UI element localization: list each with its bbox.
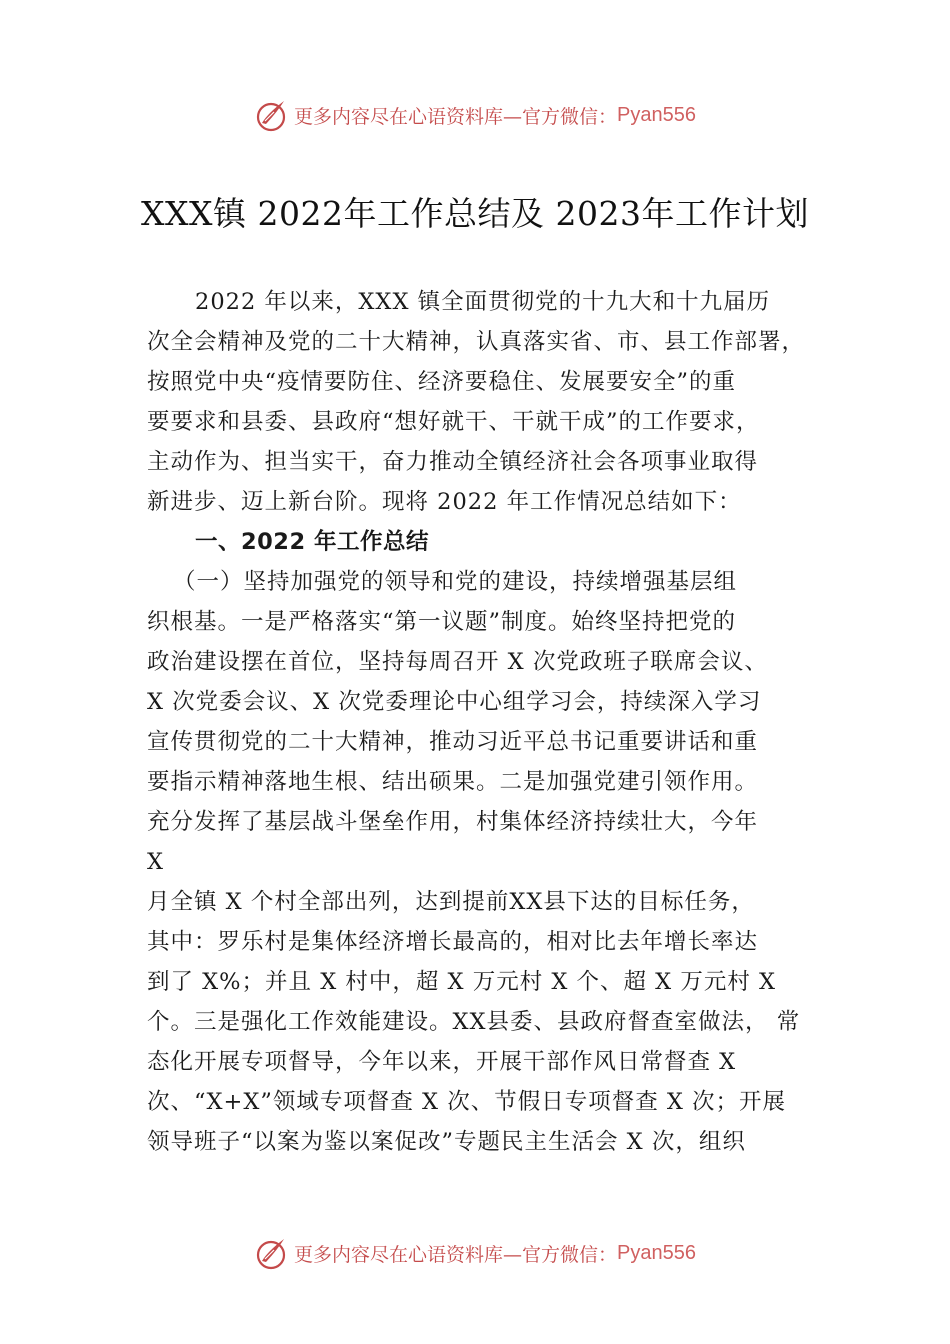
section-heading: 一、2022 年工作总结 — [195, 529, 429, 555]
paragraph-line: 充分发挥了基层战斗堡垒作用，村集体经济持续壮大，今年 — [147, 809, 759, 835]
watermark-wechat-id: Pyan556 — [617, 103, 696, 126]
paragraph-line: 其中：罗乐村是集体经济增长最高的，相对比去年增长率达 — [147, 929, 759, 955]
watermark-text: 更多内容尽在心语资料库—官方微信： — [294, 1243, 618, 1266]
watermark-wechat-id: Pyan556 — [617, 1241, 696, 1264]
paragraph-line: 织根基。一是严格落实“第一议题”制度。始终坚持把党的 — [147, 609, 737, 635]
document-title: XXX镇 2022年工作总结及 2023年工作计划 — [141, 194, 809, 233]
paragraph-line: 宣传贯彻党的二十大精神，推动习近平总书记重要讲话和重 — [147, 729, 759, 755]
paragraph-line: 2022 年以来，XXX 镇全面贯彻党的十九大和十九届历 — [195, 289, 771, 315]
footer-watermark — [0, 1233, 950, 1273]
paragraph-line: 新进步、迈上新台阶。现将 2022 年工作情况总结如下： — [147, 489, 742, 515]
paragraph-line: 次、“X+X”领域专项督查 X 次、节假日专项督查 X 次；开展 — [147, 1089, 787, 1115]
paragraph-line: 月全镇 X 个村全部出列，达到提前XX县下达的目标任务， — [147, 889, 755, 915]
paragraph-line: 到了 X%；并且 X 村中，超 X 万元村 X 个、超 X 万元村 X — [147, 969, 777, 995]
paragraph-line: 领导班子“以案为鉴以案促改”专题民主生活会 X 次，组织 — [147, 1129, 746, 1155]
header-watermark — [0, 95, 950, 135]
paragraph-line: 个。三是强化工作效能建设。XX县委、县政府督查室做法， 常 — [147, 1009, 801, 1035]
watermark-text: 更多内容尽在心语资料库—官方微信： — [294, 105, 618, 128]
paragraph-line: （一）坚持加强党的领导和党的建设，持续增强基层组 — [173, 569, 738, 595]
paragraph-line: X 次党委会议、X 次党委理论中心组学习会，持续深入学习 — [147, 689, 762, 715]
paragraph-line: 态化开展专项督导，今年以来，开展干部作风日常督查 X — [147, 1049, 737, 1075]
paragraph-line: 政治建设摆在首位，坚持每周召开 X 次党政班子联席会议、 — [147, 649, 768, 675]
document-body — [147, 282, 837, 1162]
paragraph-line: 主动作为、担当实干，奋力推动全镇经济社会各项事业取得 — [147, 449, 759, 475]
quill-logo-icon — [254, 1235, 290, 1271]
paragraph-line: 次全会精神及党的二十大精神，认真落实省、市、县工作部署， — [147, 329, 806, 355]
quill-logo-icon — [254, 97, 290, 133]
paragraph-line: X — [147, 849, 165, 875]
paragraph-line: 按照党中央“疫情要防住、经济要稳住、发展要安全”的重 — [147, 369, 737, 395]
paragraph-line: 要指示精神落地生根、结出硕果。二是加强党建引领作用。 — [147, 769, 759, 795]
paragraph-line: 要要求和县委、县政府“想好就干、干就干成”的工作要求， — [147, 409, 760, 435]
